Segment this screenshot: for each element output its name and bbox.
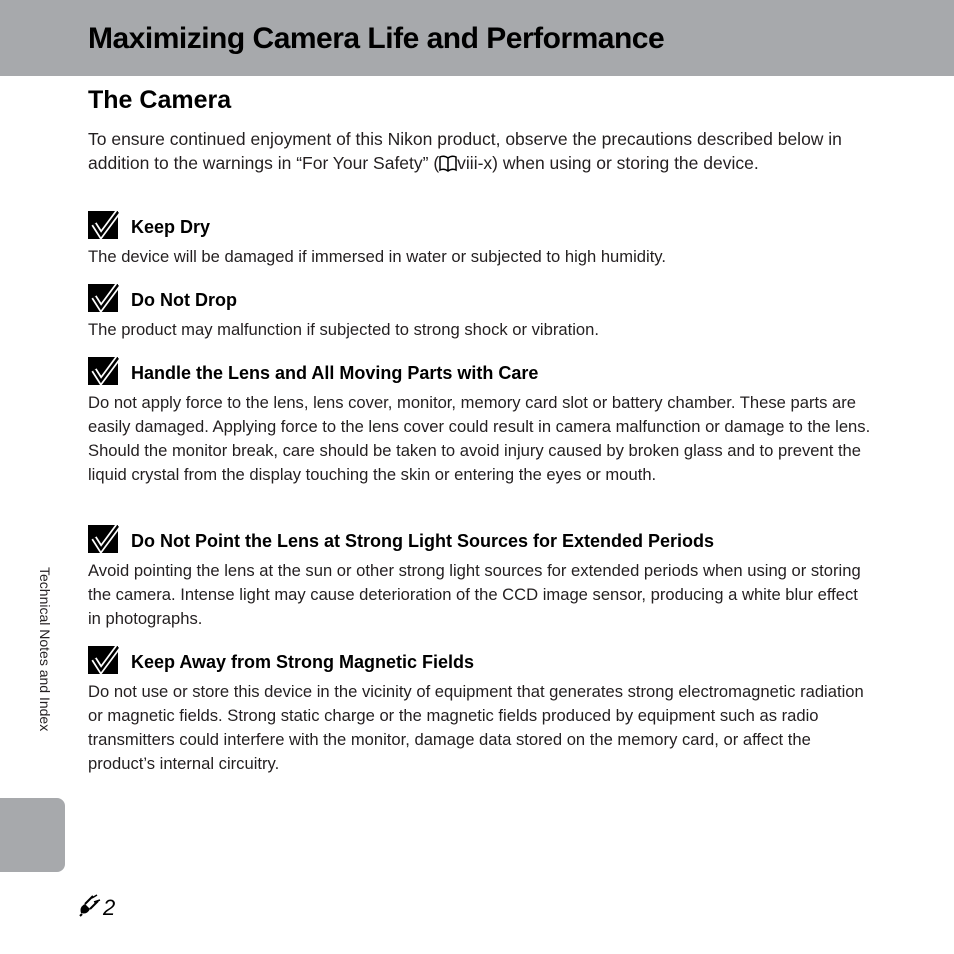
intro-text-before: To ensure continued enjoyment of this Nikon product, observe the precautions described below in addition to the warnings in “For Your Safety” ( [88,129,842,173]
caution-check-icon [88,357,118,385]
notice-body: Do not apply force to the lens, lens cover, monitor, memory card slot or battery chamber. These parts are easily damaged. Applying force to the lens cover could result in camera malfunction or damage to the lens. Should the monitor break, care should be taken to avoid injury caused by broken glass and to prevent the liquid crystal from the display touching the skin or entering the eyes or mouth. [88,393,871,484]
notice-title: Keep Dry [131,217,211,237]
caution-check-icon [88,525,118,553]
notice-header [88,646,873,680]
page-number-text: 2 [103,894,116,920]
notice-strong-light [88,525,873,631]
page-title: Maximizing Camera Life and Performance [88,22,665,55]
technical-notes-icon [76,892,102,923]
book-reference-icon [439,154,457,178]
notice-title: Do Not Drop [131,290,237,310]
page-number [76,892,115,923]
notice-do-not-drop [88,284,873,342]
notice-keep-dry [88,211,873,269]
caution-check-icon [88,211,118,239]
notice-header [88,284,873,318]
intro-page-reference[interactable]: viii-x [457,153,493,173]
notice-magnetic-fields [88,646,873,776]
notice-body: Do not use or store this device in the vicinity of equipment that generates strong electromagnetic radiation or magnetic fields. Strong static charge or the magnetic fields produced by equipment such as radio transmitters could interfere with the monitor, damage data stored on the memory card, or affect the product’s internal circuitry. [88,682,864,773]
caution-check-icon [88,284,118,312]
notice-body: The device will be damaged if immersed in water or subjected to high humidity. [88,247,666,266]
section-title: The Camera [88,86,232,114]
notice-body: Avoid pointing the lens at the sun or other strong light sources for extended periods when using or storing the camera. Intense light may cause deterioration of the CCD image sensor, producing a white blur effect in photographs. [88,561,861,628]
side-section-label: Technical Notes and Index [37,567,53,732]
intro-text-after: ) when using or storing the device. [492,153,759,173]
notice-title: Handle the Lens and All Moving Parts with Care [131,363,539,383]
notice-handle-lens [88,357,873,487]
notice-body: The product may malfunction if subjected to strong shock or vibration. [88,320,599,339]
side-section-tab[interactable] [0,798,65,872]
notice-header [88,525,873,559]
notice-title: Keep Away from Strong Magnetic Fields [131,652,475,672]
notice-header [88,357,873,391]
caution-check-icon [88,646,118,674]
notice-header [88,211,873,245]
notice-title: Do Not Point the Lens at Strong Light Sources for Extended Periods [131,531,715,551]
intro-paragraph [88,127,858,178]
